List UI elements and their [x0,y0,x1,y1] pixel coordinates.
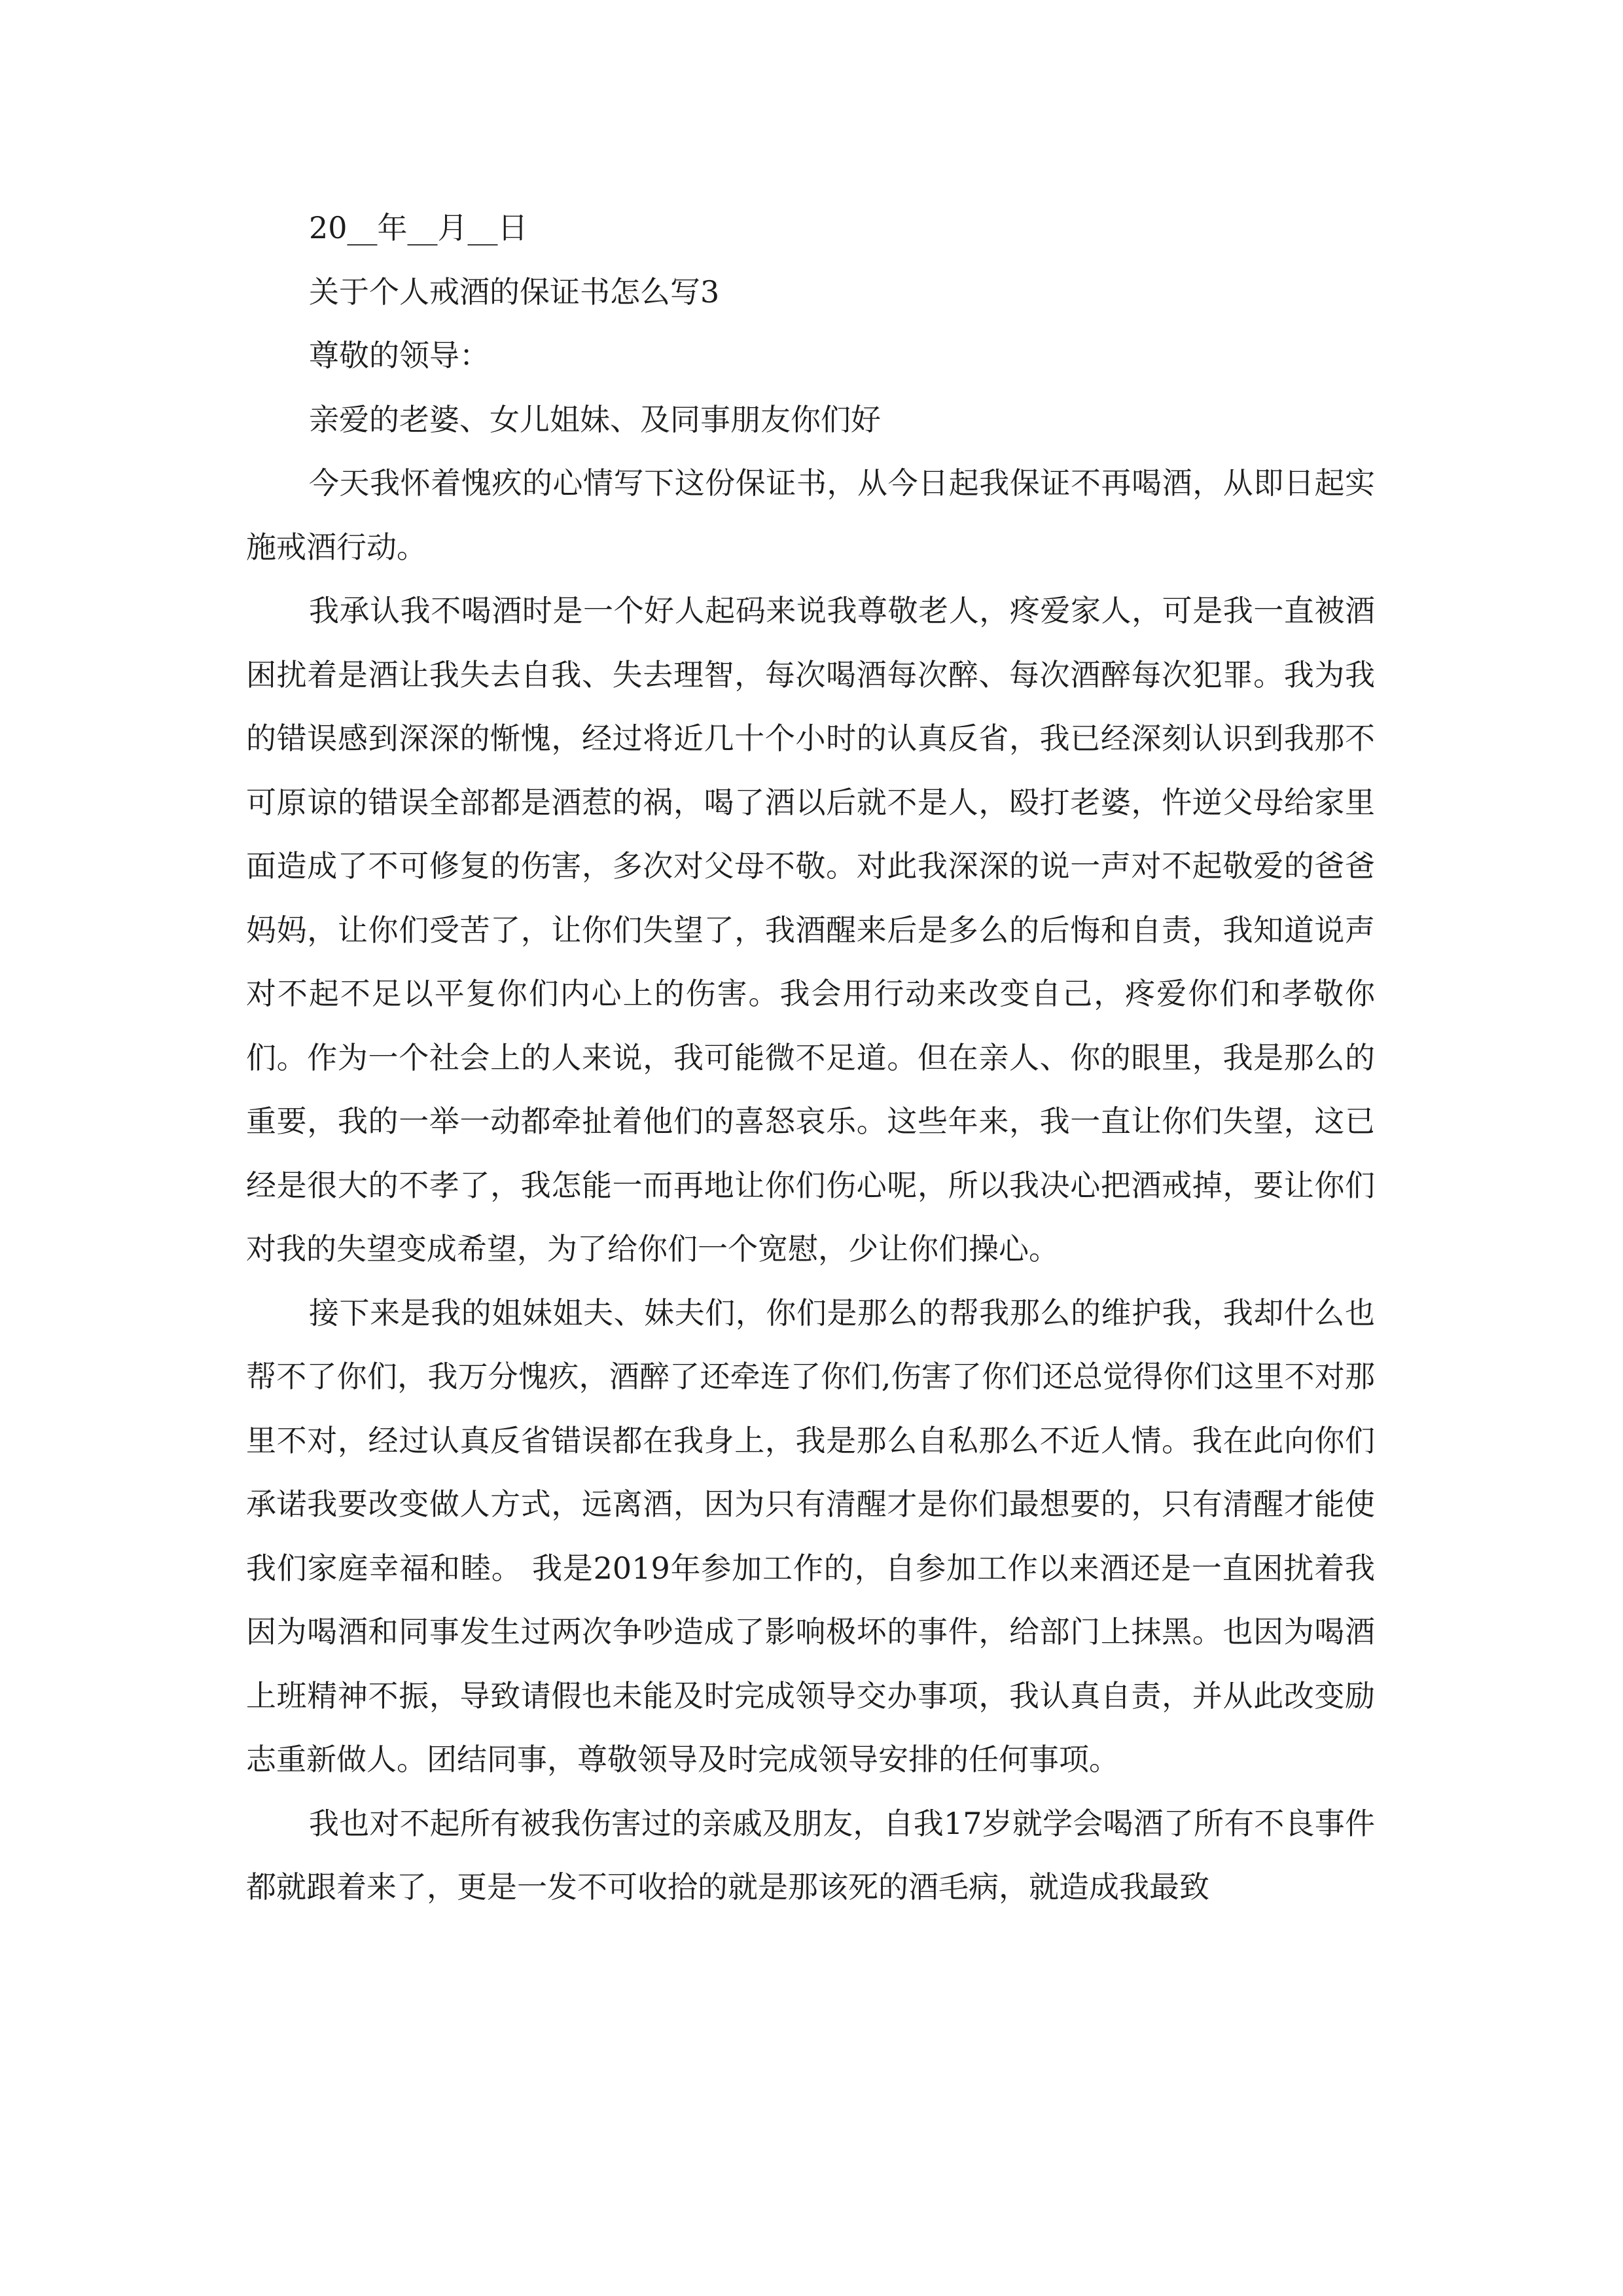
document-body [246,196,1375,1920]
greeting: 亲爱的老婆、女儿姐妹、及同事朋友你们好 [309,401,881,437]
body-paragraph: 我也对不起所有被我伤害过的亲戚及朋友，自我17岁就学会喝酒了所有不良事件都就跟着来了，更是一发不可收拾的就是那该死的酒毛病，就造成我最致 [246,1805,1375,1905]
body-paragraph: 接下来是我的姐妹姐夫、妹夫们，你们是那么的帮我那么的维护我，我却什么也帮不了你们，我万分愧疚，酒醉了还牵连了你们,伤害了你们还总觉得你们这里不对那里不对，经过认真反省错误都在我身上，我是那么自私那么不近人情。我在此向你们承诺我要改变做人方式，远离酒，因为只有清醒才是你们最想要的，只有清醒才能使我们家庭幸福和睦。 我是2019年参加工作的，自参加工作以来酒还是一直困扰着我因为喝酒和同事发生过两次争吵造成了影响极坏的事件，给部门上抹黑。也因为喝酒上班精神不振，导致请假也未能及时完成领导交办事项，我认真自责，并从此改变励志重新做人。团结同事，尊敬领导及时完成领导安排的任何事项。 [246,1295,1375,1777]
body-paragraph: 我承认我不喝酒时是一个好人起码来说我尊敬老人，疼爱家人，可是我一直被酒困扰着是酒让我失去自我、失去理智，每次喝酒每次醉、每次酒醉每次犯罪。我为我的错误感到深深的惭愧，经过将近几十个小时的认真反省，我已经深刻认识到我那不可原谅的错误全部都是酒惹的祸，喝了酒以后就不是人，殴打老婆，忤逆父母给家里面造成了不可修复的伤害，多次对父母不敬。对此我深深的说一声对不起敬爱的爸爸妈妈，让你们受苦了，让你们失望了，我酒醒来后是多么的后悔和自责，我知道说声对不起不足以平复你们内心上的伤害。我会用行动来改变自己，疼爱你们和孝敬你们。作为一个社会上的人来说，我可能微不足道。但在亲人、你的眼里，我是那么的重要，我的一举一动都牵扯着他们的喜怒哀乐。这些年来，我一直让你们失望，这已经是很大的不孝了，我怎能一而再地让你们伤心呢，所以我决心把酒戒掉，要让你们对我的失望变成希望，为了给你们一个宽慰，少让你们操心。 [246,593,1375,1266]
document-heading: 关于个人戒酒的保证书怎么写3 [309,274,720,310]
salutation: 尊敬的领导： [309,338,490,373]
body-paragraph: 今天我怀着愧疚的心情写下这份保证书，从今日起我保证不再喝酒，从即日起实施戒酒行动。 [246,465,1375,565]
date-line: 20__年__月__日 [309,210,528,245]
